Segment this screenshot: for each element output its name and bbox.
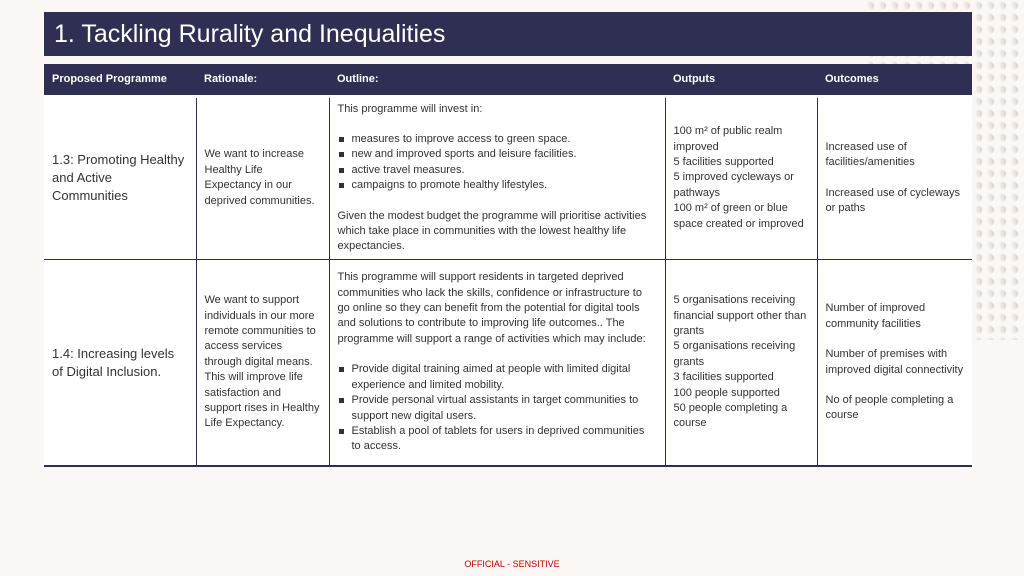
- output-item: 5 organisations receiving financial support other than grants: [673, 294, 807, 337]
- bullet-item: measures to improve access to green space.: [338, 132, 657, 147]
- outcomes-cell: [817, 259, 972, 466]
- table-row: [44, 96, 972, 259]
- rationale-cell: We want to support individuals in our more remote communities to access services through digital means. This will improve life satisfaction and support rises in Healthy Life Expectancy.: [196, 259, 329, 466]
- header-rationale: Rationale:: [196, 64, 329, 96]
- header-outputs: Outputs: [665, 64, 817, 96]
- slide-title: 1. Tackling Rurality and Inequalities: [44, 12, 972, 56]
- bullet-item: new and improved sports and leisure facilities.: [338, 147, 657, 162]
- output-item: 100 m² of green or blue space created or improved: [673, 202, 804, 230]
- outline-bullet-list: [338, 132, 657, 194]
- bullet-item: Provide personal virtual assistants in target communities to support new digital users.: [338, 393, 657, 424]
- header-outcomes: Outcomes: [817, 64, 972, 96]
- outline-cell: [329, 96, 665, 259]
- outline-bullet-list: [338, 362, 657, 454]
- output-item: 100 people supported: [673, 386, 780, 399]
- output-item: 50 people completing a course: [673, 402, 788, 430]
- table-header-row: [44, 64, 972, 96]
- bullet-item: Provide digital training aimed at people with limited digital experience and limited mobility.: [338, 362, 657, 393]
- output-item: 5 organisations receiving grants: [673, 340, 796, 368]
- outline-intro: This programme will support residents in targeted deprived communities who lack the skills, confidence or infrastructure to go online so they can benefit from the potential for digital tools and solutions to contribute to improving life outcomes.. The programme will support a range of activities which may include:: [337, 271, 646, 345]
- output-item: 5 facilities supported: [673, 156, 774, 169]
- output-item: 100 m² of public realm improved: [673, 125, 783, 153]
- bullet-item: active travel measures.: [338, 163, 657, 178]
- output-item: 5 improved cycleways or pathways: [673, 171, 794, 199]
- header-outline: Outline:: [329, 64, 665, 96]
- classification-footer: OFFICIAL - SENSITIVE: [464, 559, 560, 569]
- outputs-cell: [665, 259, 817, 466]
- header-proposed-programme: Proposed Programme: [44, 64, 196, 96]
- outcome-item: Increased use of facilities/amenities: [825, 140, 915, 169]
- programme-cell: 1.4: Increasing levels of Digital Inclusion.: [44, 259, 196, 466]
- table-row: [44, 259, 972, 466]
- outcomes-cell: [817, 96, 972, 259]
- bullet-item: Establish a pool of tablets for users in deprived communities to access.: [338, 424, 657, 455]
- output-item: 3 facilities supported: [673, 371, 774, 384]
- outline-cell: [329, 259, 665, 466]
- programme-table: [44, 64, 972, 467]
- programme-cell: 1.3: Promoting Healthy and Active Communities: [44, 96, 196, 259]
- bullet-item: campaigns to promote healthy lifestyles.: [338, 178, 657, 193]
- rationale-cell: We want to increase Healthy Life Expectancy in our deprived communities.: [196, 96, 329, 259]
- outcome-item: Number of improved community facilities: [825, 302, 926, 330]
- outcome-item: Number of premises with improved digital connectivity: [825, 348, 964, 376]
- outline-intro: This programme will invest in:: [337, 102, 483, 115]
- outcome-item: No of people completing a course: [825, 393, 954, 422]
- outputs-cell: [665, 96, 817, 259]
- outcome-item: Increased use of cycleways or paths: [825, 186, 961, 215]
- outline-outro: Given the modest budget the programme will prioritise activities which take place in communities with the lowest healthy life expectancies.: [337, 209, 647, 253]
